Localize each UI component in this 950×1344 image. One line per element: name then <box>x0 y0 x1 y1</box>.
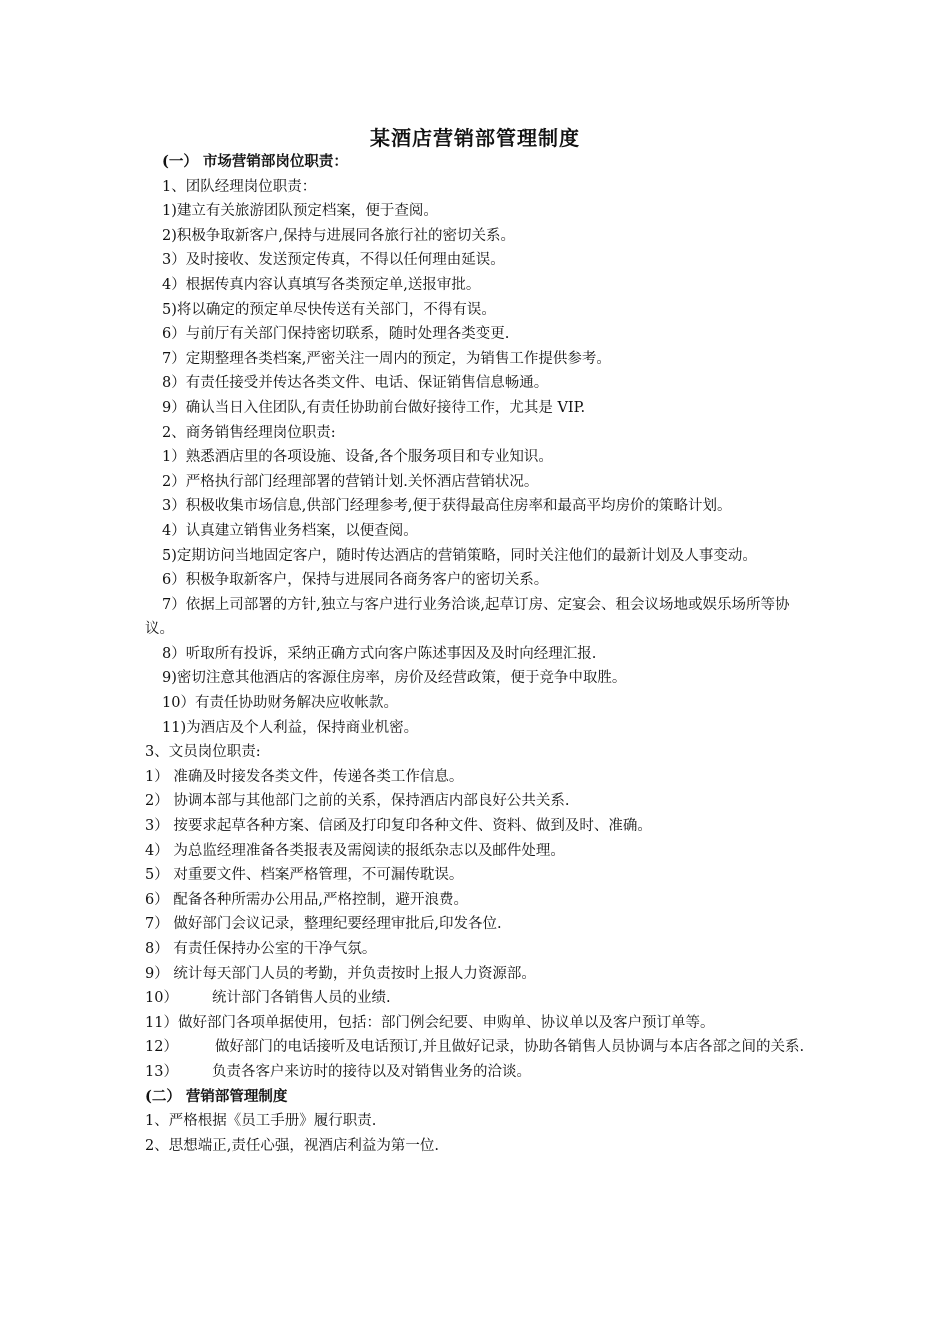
item-text: 配备各种所需办公用品,严格控制，避开浪费。 <box>173 891 468 908</box>
item-text: 统计每天部门人员的考勤，并负责按时上报人力资源部。 <box>173 965 536 982</box>
list-item <box>145 839 815 864</box>
document-body <box>145 150 815 1158</box>
list-item: 3）及时接收、发送预定传真，不得以任何理由延误。 <box>162 252 505 269</box>
item-text: 负责各客户来访时的接待以及对销售业务的洽谈。 <box>212 1063 531 1080</box>
item-number: 10） <box>145 990 178 1007</box>
list-item <box>145 1011 815 1036</box>
list-item: 2、思想端正,责任心强，视酒店利益为第一位. <box>145 1137 439 1154</box>
item-number: 5） <box>145 867 169 884</box>
item-text: 为总监经理准备各类报表及需阅读的报纸杂志以及邮件处理。 <box>173 842 565 859</box>
list-item <box>145 912 815 937</box>
list-item: 8）有责任接受并传达各类文件、电话、保证销售信息畅通。 <box>162 375 549 392</box>
item-number: 6） <box>145 891 169 908</box>
item-text: 有责任保持办公室的干净气氛。 <box>173 941 377 957</box>
list-item: 9）确认当日入住团队,有责任协助前台做好接待工作，尤其是 VIP. <box>162 399 586 416</box>
list-item: 8）听取所有投诉，采纳正确方式向客户陈述事因及及时向经理汇报. <box>162 645 597 662</box>
section-heading-2: (二） 营销部管理制度 <box>145 1087 288 1105</box>
subsection-heading-1-2: 2、商务销售经理岗位职责: <box>162 424 336 441</box>
item-number: 2） <box>145 793 169 810</box>
item-number: 3） <box>145 818 169 835</box>
subsection-heading-1-3: 3、文员岗位职责: <box>145 744 261 761</box>
item-text: 准确及时接发各类文件，传递各类工作信息。 <box>173 768 464 785</box>
list-item: 5)将以确定的预定单尽快传送有关部门，不得有误。 <box>162 301 496 318</box>
item-text: 对重要文件、档案严格管理，不可漏传耽误。 <box>173 867 464 884</box>
list-item: 2）严格执行部门经理部署的营销计划.关怀酒店营销状况。 <box>162 473 539 490</box>
section-heading-1: (一） 市场营销部岗位职责： <box>162 153 348 170</box>
item-number: 7） <box>145 916 169 933</box>
list-item: 4）认真建立销售业务档案，以便查阅。 <box>162 522 418 539</box>
list-item <box>145 765 815 790</box>
list-item <box>145 937 815 962</box>
subsection-heading-1-1: 1、团队经理岗位职责： <box>162 178 317 195</box>
list-item: 1）熟悉酒店里的各项设施、设备,各个服务项目和专业知识。 <box>162 449 553 466</box>
list-item: 6）积极争取新客户，保持与进展同各商务客户的密切关系。 <box>162 572 549 589</box>
item-text: 做好部门的电话接听及电话预订,并且做好记录，协助各销售人员协调与本店各部之间的关系. <box>214 1039 805 1056</box>
list-item: 10）有责任协助财务解决应收帐款。 <box>162 695 398 712</box>
list-item: 7）依据上司部署的方针,独立与客户进行业务洽谈,起草订房、定宴会、租会议场地或娱乐场所等协议。 <box>145 596 790 638</box>
item-number: 9） <box>145 965 169 982</box>
list-item: 4）根据传真内容认真填写各类预定单,送报审批。 <box>162 276 481 293</box>
list-item <box>145 986 815 1011</box>
item-text: 做好部门会议记录，整理纪要经理审批后,印发各位. <box>173 916 502 933</box>
list-item <box>145 863 815 888</box>
list-item: 9)密切注意其他酒店的客源住房率，房价及经营政策，便于竞争中取胜。 <box>162 670 627 687</box>
item-number: 4） <box>145 842 169 859</box>
item-number: 1） <box>145 768 169 785</box>
list-item: 6）与前厅有关部门保持密切联系，随时处理各类变更. <box>162 326 510 343</box>
list-item <box>145 1060 815 1085</box>
list-item: 1、严格根据《员工手册》履行职责. <box>145 1113 377 1130</box>
item-text: 做好部门各项单据使用，包括：部门例会纪要、申购单、协议单以及客户预订单等。 <box>177 1014 715 1031</box>
list-item <box>145 814 815 839</box>
list-item <box>145 1035 815 1060</box>
item-number: 11） <box>145 1014 178 1031</box>
item-number: 8） <box>145 941 169 957</box>
list-item: 5)定期访问当地固定客户，随时传达酒店的营销策略，同时关注他们的最新计划及人事变动。 <box>162 547 757 564</box>
item-text: 按要求起草各种方案、信函及打印复印各种文件、资料、做到及时、准确。 <box>173 818 652 835</box>
document-title: 某酒店营销部管理制度 <box>370 126 580 150</box>
list-item: 7）定期整理各类档案,严密关注一周内的预定，为销售工作提供参考。 <box>162 350 611 367</box>
list-item: 2)积极争取新客户,保持与进展同各旅行社的密切关系。 <box>162 227 515 244</box>
list-item <box>145 789 815 814</box>
list-item: 3）积极收集市场信息,供部门经理参考,便于获得最高住房率和最高平均房价的策略计划。 <box>162 498 732 515</box>
item-number: 12） <box>145 1039 178 1056</box>
list-item: 11)为酒店及个人利益，保持商业机密。 <box>162 719 419 736</box>
list-item <box>145 888 815 913</box>
item-number: 13） <box>145 1063 178 1080</box>
list-item <box>145 962 815 987</box>
item-text: 统计部门各销售人员的业绩. <box>212 990 391 1007</box>
item-text: 协调本部与其他部门之前的关系，保持酒店内部良好公共关系. <box>173 793 570 810</box>
list-item: 1)建立有关旅游团队预定档案，便于查阅。 <box>162 203 438 220</box>
